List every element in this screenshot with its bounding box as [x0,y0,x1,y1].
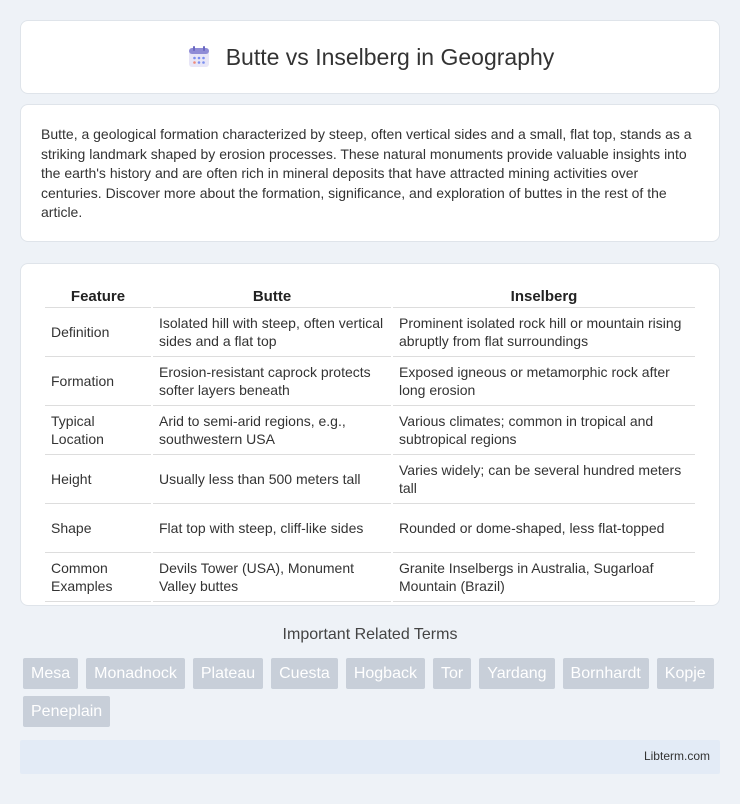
table-cell: Flat top with steep, cliff-like sides [153,504,391,553]
term-tag[interactable]: Mesa [23,658,78,689]
comparison-table [43,284,697,602]
table-cell: Usually less than 500 meters tall [153,455,391,504]
table-header-row [45,284,695,308]
table-cell: Definition [45,308,151,357]
footer [20,740,720,774]
table-row [45,308,695,357]
table-cell: Prominent isolated rock hill or mountain rising abruptly from flat surroundings [393,308,695,357]
term-tag[interactable]: Hogback [346,658,425,689]
comparison-table-card [20,263,720,606]
footer-site-link[interactable]: Libterm.com [643,749,710,763]
term-tag[interactable]: Yardang [479,658,554,689]
table-cell: Common Examples [45,553,151,602]
table-cell: Erosion-resistant caprock protects softer layers beneath [153,357,391,406]
term-tag[interactable]: Plateau [193,658,263,689]
table-row [45,504,695,553]
table-cell: Rounded or dome-shaped, less flat-topped [393,504,695,553]
intro-text: Butte, a geological formation characterized by steep, often vertical sides and a small, flat top, stands as a striking landmark shaped by erosion processes. These natural monuments provide valuable insights into the earth's history and are often rich in mineral deposits that have attracted mining activities over centuries. Discover more about the formation, significance, and exploration of buttes in the rest of the article. [41,126,692,220]
table-cell: Height [45,455,151,504]
table-row [45,406,695,455]
table-cell: Various climates; common in tropical and subtropical regions [393,406,695,455]
term-tag[interactable]: Kopje [657,658,714,689]
table-cell: Granite Inselbergs in Australia, Sugarloaf Mountain (Brazil) [393,553,695,602]
calendar-icon [186,44,212,70]
column-header: Feature [45,284,151,308]
table-cell: Devils Tower (USA), Monument Valley buttes [153,553,391,602]
table-row [45,553,695,602]
term-tag[interactable]: Tor [433,658,471,689]
related-terms-list [23,658,723,727]
table-cell: Shape [45,504,151,553]
term-tag[interactable]: Monadnock [86,658,185,689]
term-tag[interactable]: Peneplain [23,696,110,727]
table-cell: Varies widely; can be several hundred meters tall [393,455,695,504]
table-cell: Exposed igneous or metamorphic rock after long erosion [393,357,695,406]
intro-card [20,104,720,242]
term-tag[interactable]: Bornhardt [563,658,649,689]
table-row [45,357,695,406]
term-tag[interactable]: Cuesta [271,658,338,689]
page-title: Butte vs Inselberg in Geography [225,43,555,70]
table-cell: Formation [45,357,151,406]
table-cell: Arid to semi-arid regions, e.g., southwestern USA [153,406,391,455]
related-terms-title: Important Related Terms [282,626,458,643]
table-cell: Typical Location [45,406,151,455]
table-row [45,455,695,504]
table-cell: Isolated hill with steep, often vertical sides and a flat top [153,308,391,357]
column-header: Inselberg [393,284,695,308]
column-header: Butte [153,284,391,308]
title-card [20,20,720,94]
